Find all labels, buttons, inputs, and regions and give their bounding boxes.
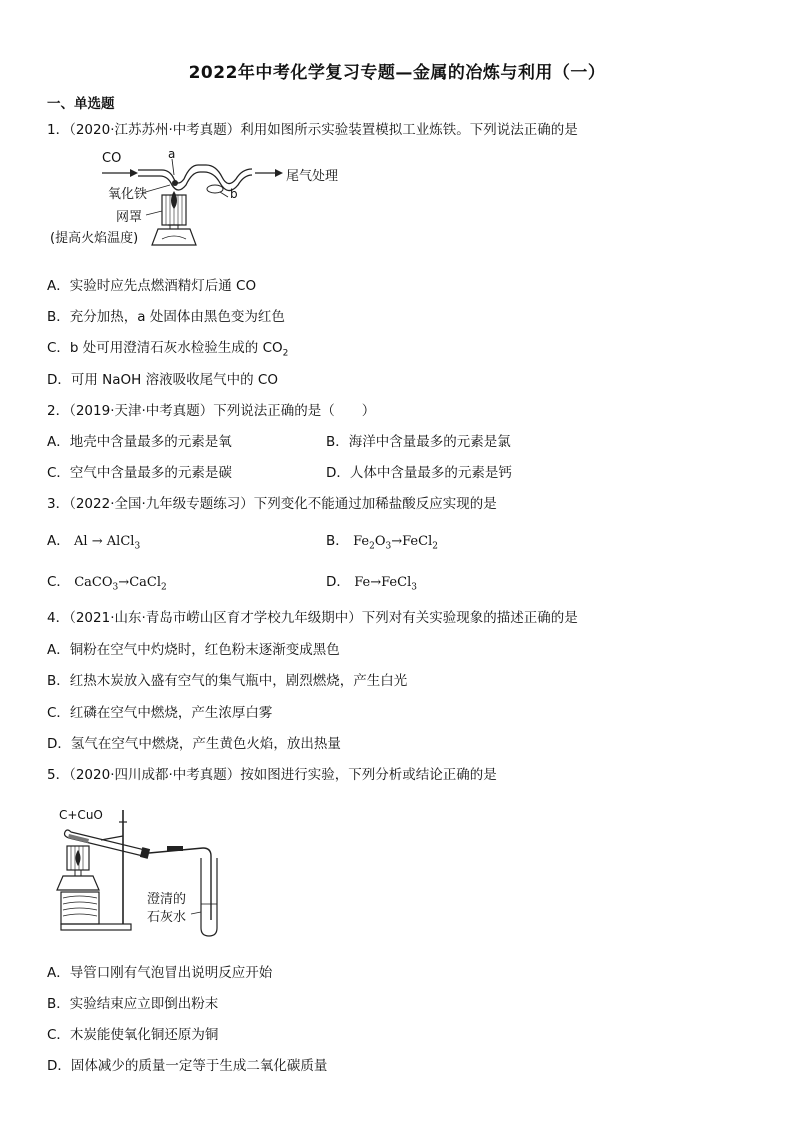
question-5-stem: 5．（2020·四川成都·中考真题）按如图进行实验，下列分析或结论正确的是 [47, 767, 497, 783]
question-2-option-c: C．空气中含量最多的元素是碳 [47, 465, 232, 481]
question-4-option-c: C．红磷在空气中燃烧，产生浓厚白雾 [47, 705, 273, 721]
question-4-option-a: A．铜粉在空气中灼烧时，红色粉末逐渐变成黑色 [47, 642, 340, 658]
question-2-stem: 2．（2019·天津·中考真题）下列说法正确的是（ ） [47, 403, 376, 419]
question-1-option-c: C．b 处可用澄清石灰水检验生成的 $CO_2$ [47, 340, 289, 359]
iron-oxide-label: 氧化铁 [108, 187, 148, 202]
question-1-option-b: B．充分加热，a 处固体由黑色变为红色 [47, 309, 285, 325]
question-4-option-b: B．红热木炭放入盛有空气的集气瓶中，剧烈燃烧，产生白光 [47, 673, 408, 689]
limewater-label-line-2: 石灰水 [147, 910, 187, 925]
question-2-option-a: A．地壳中含量最多的元素是氧 [47, 434, 232, 450]
co-label: CO [102, 151, 122, 166]
question-5-option-a: A．导管口刚有气泡冒出说明反应开始 [47, 965, 273, 981]
question-5-option-d: D．固体减少的质量一定等于生成二氧化碳质量 [47, 1058, 328, 1074]
tail-gas-label: 尾气处理 [286, 169, 339, 184]
question-4-option-d: D．氢气在空气中燃烧，产生黄色火焰，放出热量 [47, 736, 341, 752]
question-1-option-a: A．实验时应先点燃酒精灯后通 CO [47, 278, 257, 294]
reactants-label: C+CuO [59, 808, 103, 822]
raise-temp-label: (提高火焰温度) [50, 231, 139, 246]
section-heading: 一、单选题 [47, 96, 115, 112]
question-1-stem: 1．（2020·江苏苏州·中考真题）利用如图所示实验装置模拟工业炼铁。下列说法正确的是 [47, 122, 578, 138]
limewater-label-line-1: 澄清的 [147, 892, 187, 907]
question-5-option-c: C．木炭能使氧化铜还原为铜 [47, 1027, 219, 1043]
question-2-option-b: B．海洋中含量最多的元素是氯 [326, 434, 511, 450]
b-label: b [230, 187, 238, 201]
question-1-option-d: D．可用 NaOH 溶液吸收尾气中的 CO [47, 372, 278, 388]
a-label: a [168, 147, 176, 161]
question-3-option-d: D． Fe→FeCl$_3$ [326, 574, 417, 593]
question-5-option-b: B．实验结束应立即倒出粉末 [47, 996, 219, 1012]
question-3-option-c: C． CaCO$_3$→CaCl$_2$ [47, 574, 167, 593]
question-2-option-d: D．人体中含量最多的元素是钙 [326, 465, 512, 481]
question-5-diagram [55, 800, 235, 938]
question-4-stem: 4．（2021·山东·青岛市崂山区育才学校九年级期中）下列对有关实验现象的描述正确的是 [47, 610, 578, 626]
net-cover-label: 网罩 [116, 210, 143, 225]
question-3-stem: 3．（2022·全国·九年级专题练习）下列变化不能通过加稀盐酸反应实现的是 [47, 496, 497, 512]
question-3-option-a: A． Al → AlCl$_3$ [47, 533, 141, 552]
question-1-diagram [50, 145, 370, 250]
question-3-option-b: B． $Fe_2O_3\to FeCl_2$ [326, 533, 438, 552]
page-title: 2022年中考化学复习专题—金属的冶炼与利用（一） [188, 63, 606, 83]
